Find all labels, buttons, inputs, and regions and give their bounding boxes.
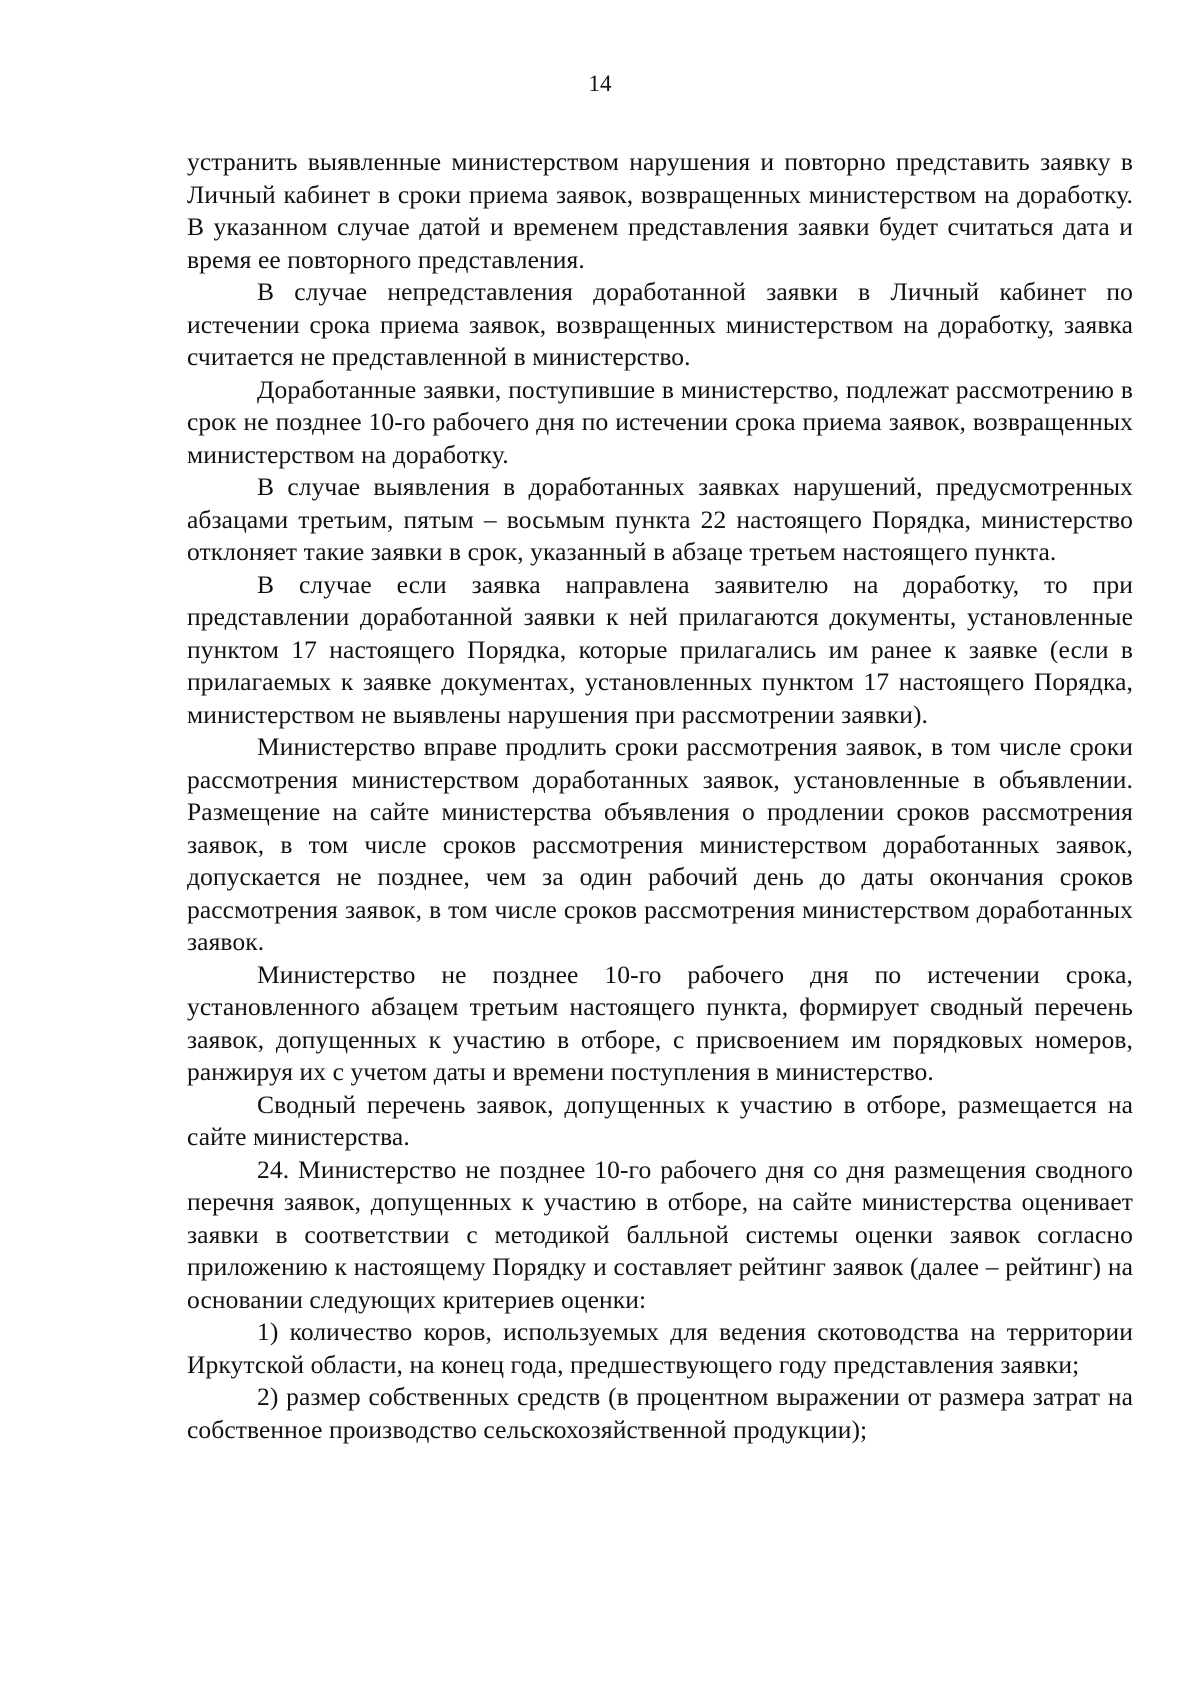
paragraph: В случае выявления в доработанных заявках нарушений, предусмотренных абзацами третьим, пятым – восьмым пункта 22 настоящего Порядка, министерство отклоняет такие заявки в срок, указанный в абзаце третьем настоящего пункта. xyxy=(187,472,1133,566)
paragraph: 2) размер собственных средств (в процентном выражении от размера затрат на собственное производство сельскохозяйственной продукции); xyxy=(187,1382,1133,1444)
paragraph: В случае непредставления доработанной заявки в Личный кабинет по истечении срока приема заявок, возвращенных министерством на доработку, заявка считается не представленной в министерство. xyxy=(187,277,1133,371)
paragraph: 24. Министерство не позднее 10-го рабочего дня со дня размещения сводного перечня заявок, допущенных к участию в отборе, на сайте министерства оценивает заявки в соответствии с методикой балльной системы оценки заявок согласно приложению к настоящему Порядку и составляет рейтинг заявок (далее – рейтинг) на основании следующих критериев оценки: xyxy=(187,1154,1133,1314)
paragraph: 1) количество коров, используемых для ведения скотоводства на территории Иркутской области, на конец года, предшествующего году представления заявки; xyxy=(187,1317,1133,1379)
paragraph: Доработанные заявки, поступившие в министерство, подлежат рассмотрению в срок не позднее 10-го рабочего дня по истечении срока приема заявок, возвращенных министерством на доработку. xyxy=(187,374,1133,469)
paragraph: Сводный перечень заявок, допущенных к участию в отборе, размещается на сайте министерства. xyxy=(187,1089,1133,1151)
paragraph: устранить выявленные министерством нарушения и повторно представить заявку в Личный кабинет в сроки приема заявок, возвращенных министерством на доработку. В указанном случае датой и временем представления заявки будет считаться дата и время ее повторного представления. xyxy=(187,147,1133,274)
paragraph: В случае если заявка направлена заявителю на доработку, то при представлении доработанной заявки к ней прилагаются документы, установленные пунктом 17 настоящего Порядка, которые прилагались им ранее к заявке (если в прилагаемых к заявке документах, установленных пунктом 17 настоящего Порядка, министерством не выявлены нарушения при рассмотрении заявки). xyxy=(187,569,1133,729)
paragraph: Министерство вправе продлить сроки рассмотрения заявок, в том числе сроки рассмотрения министерством доработанных заявок, установленные в объявлении. Размещение на сайте министерства объявления о продлении сроков рассмотрения заявок, в том числе сроков рассмотрения министерством доработанных заявок, допускается не позднее, чем за один рабочий день до даты окончания сроков рассмотрения заявок, в том числе сроков рассмотрения министерством доработанных заявок. xyxy=(187,732,1133,956)
paragraph: Министерство не позднее 10-го рабочего дня по истечении срока, установленного абзацем третьим настоящего пункта, формирует сводный перечень заявок, допущенных к участию в отборе, с присвоением им порядковых номеров, ранжируя их с учетом даты и времени поступления в министерство. xyxy=(187,959,1133,1086)
document-body xyxy=(187,146,1133,1446)
page-number: 14 xyxy=(588,71,612,96)
